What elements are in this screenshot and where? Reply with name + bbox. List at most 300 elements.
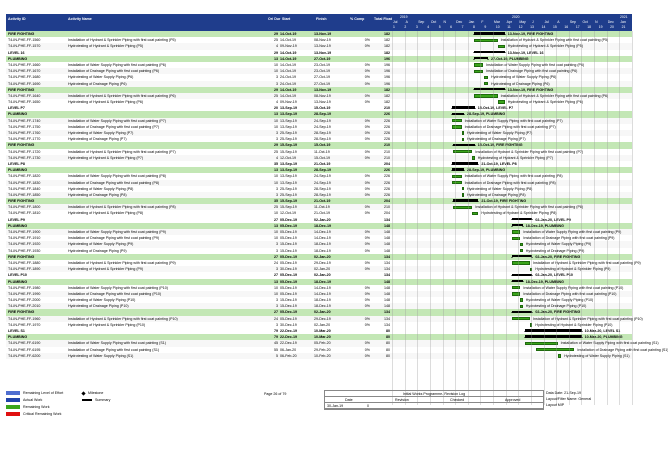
original-duration: 3	[276, 131, 278, 135]
start-date: 05-Dec-19	[280, 285, 297, 290]
bar-label: Hydrotesting of Water Supply Piping (P7)	[467, 131, 533, 135]
original-duration: 3	[276, 186, 278, 191]
finish-date: 21-Oct-19	[314, 161, 331, 166]
bar-label: 13-Nov-19, LEVEL 16	[507, 50, 544, 55]
activity-name: Hydrotesting of Water Supply Piping (P7)	[68, 131, 134, 135]
timeline-period: 4	[427, 25, 430, 29]
timeline-month: Sep	[418, 20, 425, 24]
original-duration: 29	[274, 143, 278, 148]
total-float: 226	[384, 131, 390, 135]
activity-id: FIRE FIGHTING	[8, 32, 35, 36]
finish-date: 18-Dec-19	[314, 223, 331, 228]
col-total-float[interactable]: Total Float	[374, 17, 392, 21]
finish-date: 10-Mar-20	[314, 335, 331, 340]
percent-complete: 0%	[364, 124, 370, 129]
task-bar[interactable]	[453, 150, 472, 153]
percent-complete: 0%	[364, 155, 370, 160]
activity-name: Hydrotesting of Hydrant & Sprinkler Piping (P7)	[68, 155, 144, 160]
timeline-period: 16	[564, 25, 569, 29]
activity-id: T4-IN-PHE-FF-6190	[8, 341, 41, 346]
activity-id: T4-IN-PHE-FF-1800	[8, 205, 41, 210]
activity-name: Hydrotesting of Drainage Piping (P7)	[68, 137, 127, 142]
start-date: 14-Oct-19	[280, 32, 297, 36]
total-float: 226	[384, 168, 390, 173]
bar-label: Hydrotesting of Water Supply Piping (P8)	[467, 186, 533, 191]
summary-bar[interactable]	[452, 162, 478, 164]
finish-date: 02-Jan-20	[314, 217, 331, 222]
start-date: 30-Dec-19	[280, 322, 297, 327]
task-bar[interactable]	[474, 94, 498, 97]
col-finish[interactable]: Finish	[316, 17, 327, 21]
timeline-period: 1	[393, 25, 395, 29]
task-bar[interactable]	[512, 286, 520, 289]
original-duration: 3	[276, 137, 278, 142]
activity-name: Installation of Drainage Piping with first coat painting (P9)	[68, 236, 160, 241]
summary-bar[interactable]	[453, 144, 475, 146]
summary-bar[interactable]	[525, 329, 581, 331]
total-float: 134	[384, 310, 390, 315]
activity-id: T4-IN-PHE-FF-1770	[8, 137, 41, 142]
timeline-month: N	[443, 20, 446, 24]
timeline-month: Apr	[506, 20, 512, 24]
start-date: 12-Oct-19	[280, 155, 296, 160]
start-date: 05-Dec-19	[280, 316, 297, 321]
finish-date: 21-Oct-19	[314, 199, 331, 204]
percent-complete: 0%	[364, 93, 370, 98]
legend-remaining-loe: Remaining Level of Effort	[6, 390, 206, 397]
gantt-gridline	[468, 31, 469, 405]
gantt-gridline	[632, 31, 633, 405]
activity-id: LEVEL P8	[8, 161, 25, 166]
bar-label: 28-Sep-19, PLUMBING	[467, 112, 506, 117]
activity-id: T4-IN-PHE-FF-1650	[8, 100, 41, 105]
total-float: 226	[384, 137, 390, 142]
bar-label: 28-Sep-19, PLUMBING	[467, 168, 506, 173]
total-float: 210	[384, 155, 390, 160]
original-duration: 10	[274, 174, 278, 179]
finish-date: 18-Dec-19	[314, 279, 331, 284]
finish-date: 15-Oct-19	[314, 106, 331, 111]
activity-name: Hydrotesting of Drainage Piping (P8)	[68, 192, 127, 197]
activity-id: T4-IN-PHE-FF-1570	[8, 44, 41, 49]
bar-label: Installation of Drainage Piping with first coat painting (S1)	[577, 347, 668, 352]
start-date: 13-Sep-19	[280, 168, 297, 173]
total-float: 210	[384, 143, 390, 148]
summary-bar[interactable]	[453, 199, 478, 201]
timeline-period: 8	[473, 25, 475, 29]
bar-label: 10-Mar-20, PLUMBING	[584, 335, 623, 340]
activity-name: Hydrotesting of Hydrant & Sprinkler Piping (P10)	[68, 322, 146, 327]
timeline-period: 6	[450, 25, 453, 29]
total-float: 204	[384, 211, 390, 216]
start-date: 06-Feb-20	[280, 353, 297, 358]
task-bar[interactable]	[512, 237, 520, 240]
start-date: 25-Sep-19	[280, 192, 297, 197]
total-float: 204	[384, 199, 390, 204]
start-date: 25-Sep-19	[280, 131, 297, 135]
col-start[interactable]: Start	[282, 17, 291, 21]
summary-bar[interactable]	[512, 218, 532, 220]
bar-label: Installation of Water Supply Piping with first coat painting (S1)	[560, 341, 659, 346]
timeline-month: Dec	[607, 20, 614, 24]
original-duration: 35	[274, 199, 278, 204]
task-bar[interactable]	[484, 76, 488, 79]
total-float: 226	[384, 186, 390, 191]
activity-name: Hydrotesting of Drainage Piping (P9)	[68, 248, 127, 253]
bar-label: 02-Jan-20, LEVEL P9	[535, 217, 571, 222]
activity-id: T4-IN-PHE-FF-1680	[8, 75, 41, 80]
start-date: 13-Sep-19	[280, 106, 297, 111]
original-duration: 10	[274, 291, 278, 296]
total-float: 148	[384, 230, 390, 234]
timeline-period: 5	[438, 25, 441, 29]
activity-id: LEVEL S1	[8, 329, 25, 333]
total-float: 80	[386, 353, 390, 358]
activity-name: Installation of Water Supply Piping with first coat painting (P7)	[68, 118, 166, 123]
activity-id: T4-IN-PHE-FF-1910	[8, 236, 41, 241]
task-bar[interactable]	[462, 187, 464, 190]
col-activity-name[interactable]: Activity Name	[68, 17, 92, 21]
percent-complete: 0%	[364, 149, 370, 154]
total-float: 196	[384, 75, 390, 80]
task-bar[interactable]	[558, 354, 562, 357]
original-duration: 3	[276, 267, 278, 272]
legend-summary: Summary	[82, 397, 110, 404]
percent-complete: 0%	[364, 230, 370, 234]
summary-bar[interactable]	[512, 311, 532, 313]
bar-label: Installation of Drainage Piping with first coat painting (P7)	[464, 124, 556, 129]
finish-date: 10-Feb-20	[314, 353, 331, 358]
activity-rows	[6, 31, 668, 359]
total-float: 148	[384, 223, 390, 228]
summary-bar[interactable]	[474, 51, 505, 53]
start-date: 09-Nov-19	[280, 44, 297, 49]
task-bar[interactable]	[520, 249, 522, 252]
percent-complete: 0%	[364, 180, 370, 185]
activity-id: T4-IN-PHE-FF-2010	[8, 304, 41, 309]
layout-name: Layout MIP	[546, 403, 565, 407]
timeline-period: 19	[598, 25, 603, 29]
original-duration: 13	[274, 56, 278, 61]
activity-id: PLUMBING	[8, 279, 28, 284]
bar-label: Hydrotesting of Hydrant & Sprinkler Piping (P8)	[481, 211, 557, 216]
finish-date: 10-Mar-20	[314, 329, 331, 333]
total-float: 148	[384, 285, 390, 290]
task-bar[interactable]	[452, 181, 462, 184]
revision-log-title: Initial Works Programme- Revision Log	[325, 391, 543, 397]
original-duration: 10	[274, 62, 278, 67]
gantt-gridline	[430, 31, 431, 405]
start-date: 14-Oct-19	[280, 50, 297, 55]
activity-name: Installation of Drainage Piping with first coat painting (P8)	[68, 180, 160, 185]
bar-label: Hydrotesting of Hydrant & Sprinkler Piping (P7)	[477, 155, 553, 160]
activity-id: PLUMBING	[8, 335, 28, 340]
task-bar[interactable]	[453, 206, 472, 209]
finish-date: 14-Dec-19	[314, 230, 331, 234]
task-bar[interactable]	[474, 63, 484, 66]
original-duration: 10	[274, 124, 278, 129]
col-orig-dur[interactable]: Ori Dur	[268, 17, 281, 21]
original-duration: 25	[274, 93, 278, 98]
total-float: 210	[384, 106, 390, 111]
activity-name: Installation of Water Supply Piping with first coat painting (S1)	[68, 341, 166, 346]
legend-critical-remaining: Critical Remaining Work	[6, 411, 206, 418]
total-float: 226	[384, 174, 390, 179]
task-bar[interactable]	[472, 212, 478, 215]
task-bar[interactable]	[462, 138, 464, 141]
original-duration: 25	[274, 149, 278, 154]
timeline-period: 18	[587, 25, 592, 29]
legend-milestone: Milestone	[82, 390, 110, 397]
total-float: 196	[384, 81, 390, 86]
original-duration: 13	[274, 168, 278, 173]
task-bar[interactable]	[452, 119, 462, 122]
activity-id: T4-IN-PHE-FF-6195	[8, 347, 41, 352]
finish-date: 27-Oct-19	[314, 75, 330, 80]
start-date: 15-Sep-19	[280, 143, 297, 148]
percent-complete: 0%	[364, 205, 370, 210]
start-date: 05-Dec-19	[280, 217, 297, 222]
gantt-cell	[392, 353, 632, 359]
bar-label: 27-Oct-19, PLUMBING	[491, 56, 529, 61]
activity-id: FIRE FIGHTING	[8, 254, 35, 259]
finish-date: 28-Sep-19	[314, 168, 331, 173]
task-bar[interactable]	[452, 125, 462, 128]
activity-id: T4-IN-PHE-FF-1640	[8, 93, 41, 98]
start-date: 05-Dec-19	[280, 279, 297, 284]
bar-label: Hydrotesting of Water Supply Piping (P6)	[491, 75, 557, 80]
activity-id: LEVEL P7	[8, 106, 25, 111]
summary-bar[interactable]	[474, 88, 505, 90]
task-bar[interactable]	[512, 230, 520, 233]
finish-date: 13-Nov-19	[314, 44, 331, 49]
finish-date: 02-Jan-20	[314, 310, 331, 315]
task-bar[interactable]	[498, 100, 505, 103]
start-date: 24-Oct-19	[280, 81, 296, 86]
start-date: 15-Dec-19	[280, 298, 297, 303]
original-duration: 3	[276, 298, 278, 303]
bar-label: 02-Jan-20, FIRE FIGHTING	[535, 310, 581, 315]
finish-date: 02-Jan-20	[314, 254, 331, 259]
activity-id: T4-IN-PHE-FF-1670	[8, 69, 41, 74]
percent-complete: 0%	[364, 62, 370, 67]
col-pct-comp[interactable]: % Comp	[350, 17, 365, 21]
gantt-gridline	[607, 31, 608, 405]
bar-label: 21-Oct-19, FIRE FIGHTING	[481, 199, 527, 204]
bar-label: 18-Dec-19, PLUMBING	[525, 223, 564, 228]
timeline-period: 20	[610, 25, 614, 29]
start-date: 13-Sep-19	[280, 174, 297, 179]
original-duration: 3	[276, 322, 278, 327]
finish-date: 28-Sep-19	[314, 131, 331, 135]
timeline-year: 2020	[512, 15, 520, 19]
summary-bar-icon	[82, 399, 92, 401]
activity-name: Hydrotesting of Drainage Piping (P10)	[68, 304, 129, 309]
percent-complete: 0%	[364, 75, 370, 80]
finish-date: 28-Sep-19	[314, 186, 331, 191]
original-duration: 10	[274, 69, 278, 74]
start-date: 14-Oct-19	[280, 69, 296, 74]
bar-label: 15-Oct-19, FIRE FIGHTING	[477, 143, 523, 148]
original-duration: 10	[274, 180, 278, 185]
original-duration: 27	[274, 310, 278, 315]
total-float: 226	[384, 180, 390, 185]
activity-id: T4-IN-PHE-FF-1920	[8, 242, 41, 247]
total-float: 182	[384, 44, 390, 49]
finish-date: 29-Dec-19	[314, 260, 331, 265]
original-duration: 27	[274, 217, 278, 222]
total-float: 226	[384, 118, 390, 123]
actual-work-swatch	[6, 398, 20, 401]
timeline-month: Jul	[544, 20, 549, 24]
gantt-gridline	[443, 31, 444, 405]
timeline-period: 11	[507, 25, 511, 29]
original-duration: 10	[274, 285, 278, 290]
bar-label: 15-Oct-19, LEVEL P7	[477, 106, 514, 111]
start-date: 15-Sep-19	[280, 205, 297, 210]
task-bar[interactable]	[484, 82, 488, 85]
report-footer	[6, 390, 632, 430]
revision-log-row: 30-Jan-19 0	[325, 403, 543, 409]
summary-bar[interactable]	[452, 168, 464, 170]
start-date: 14-Oct-19	[280, 93, 296, 98]
activity-name: Installation of Hydrant & Sprinkler Piping with first coat painting (P8)	[68, 205, 176, 210]
task-bar[interactable]	[520, 305, 522, 308]
finish-date: 02-Jan-20	[314, 267, 331, 272]
task-bar[interactable]	[462, 131, 464, 134]
timeline-period: 17	[575, 25, 580, 29]
timeline-month: J	[531, 20, 534, 24]
remaining-work-swatch	[6, 405, 20, 408]
start-date: 30-Dec-19	[280, 267, 297, 272]
total-float: 182	[384, 100, 390, 105]
activity-id: T4-IN-PHE-FF-1930	[8, 248, 41, 253]
original-duration: 10	[274, 211, 278, 216]
original-duration: 3	[276, 81, 278, 86]
total-float: 134	[384, 260, 390, 265]
activity-name: Installation of Hydrant & Sprinkler Piping with first coat painting (P7)	[68, 149, 176, 154]
percent-complete: 0%	[364, 298, 370, 303]
task-bar[interactable]	[472, 156, 474, 159]
timeline-period: 3	[415, 25, 418, 29]
total-float: 196	[384, 69, 390, 74]
timeline-month: Jan	[468, 20, 475, 24]
activity-id: T4-IN-PHE-FF-1560	[8, 38, 41, 43]
start-date: 14-Oct-19	[280, 56, 297, 61]
percent-complete: 0%	[364, 267, 370, 272]
percent-complete: 0%	[364, 260, 370, 265]
total-float: 80	[386, 347, 390, 352]
percent-complete: 0%	[364, 81, 370, 86]
task-bar[interactable]	[520, 243, 522, 246]
task-bar[interactable]	[512, 261, 530, 264]
task-bar[interactable]	[512, 317, 530, 320]
task-bar[interactable]	[452, 175, 462, 178]
percent-complete: 0%	[364, 38, 370, 43]
gantt-gridline	[581, 31, 582, 405]
start-date: 15-Dec-19	[280, 242, 297, 247]
activity-id: T4-IN-PHE-FF-6200	[8, 353, 41, 358]
percent-complete: 0%	[364, 44, 370, 49]
original-duration: 25	[274, 205, 278, 210]
percent-complete: 0%	[364, 100, 370, 105]
original-duration: 20	[274, 106, 278, 111]
original-duration: 29	[274, 32, 278, 36]
percent-complete: 0%	[364, 236, 370, 241]
timeline-period: 14	[541, 25, 546, 29]
activity-id: FIRE FIGHTING	[8, 310, 35, 315]
activity-row[interactable]	[6, 353, 632, 359]
activity-id: T4-IN-PHE-FF-1890	[8, 267, 41, 272]
start-date: 22-Dec-19	[280, 341, 297, 346]
col-activity-id[interactable]: Activity ID	[8, 17, 26, 21]
revision-log-header: Date Revision Checked Approved	[325, 397, 543, 403]
start-date: 24-Oct-19	[280, 75, 296, 80]
total-float: 226	[384, 192, 390, 197]
total-float: 134	[384, 217, 390, 222]
timeline-period: 12	[518, 25, 523, 29]
total-float: 80	[386, 335, 390, 340]
bar-label: Hydrotesting of Hydrant & Sprinkler Piping (P6)	[507, 100, 583, 105]
activity-name: Hydrotesting of Water Supply Piping (S1)	[68, 353, 134, 358]
activity-id: FIRE FIGHTING	[8, 87, 35, 92]
bar-label: 10-Mar-20, LEVEL S1	[584, 329, 621, 333]
gantt-gridline	[480, 31, 481, 405]
total-float: 134	[384, 322, 390, 327]
activity-name: Hydrotesting of Hydrant & Sprinkler Piping (P6)	[68, 100, 144, 105]
original-duration: 13	[274, 112, 278, 117]
start-date: 15-Sep-19	[280, 199, 297, 204]
activity-id: T4-IN-PHE-FF-1970	[8, 322, 41, 327]
summary-bar[interactable]	[512, 255, 532, 257]
finish-date: 02-Jan-20	[314, 273, 331, 278]
task-bar[interactable]	[520, 298, 522, 301]
original-duration: 3	[276, 304, 278, 309]
original-duration: 10	[274, 230, 278, 234]
total-float: 148	[384, 304, 390, 309]
finish-date: 23-Oct-19	[314, 62, 330, 67]
activity-id: T4-IN-PHE-FF-2000	[8, 298, 41, 303]
task-bar[interactable]	[462, 193, 464, 196]
activity-name: Installation of Drainage Piping with first coat painting (P10)	[68, 291, 162, 296]
total-float: 226	[384, 112, 390, 117]
timeline-period: 7	[461, 25, 464, 29]
total-float: 148	[384, 248, 390, 253]
total-float: 148	[384, 242, 390, 247]
gantt-gridline	[518, 31, 519, 405]
summary-bar[interactable]	[474, 32, 505, 34]
original-duration: 3	[276, 248, 278, 253]
original-duration: 29	[274, 87, 278, 92]
start-date: 05-Dec-19	[280, 230, 297, 234]
task-bar[interactable]	[474, 39, 498, 42]
bar-label: 13-Nov-19, FIRE FIGHTING	[507, 32, 554, 36]
summary-bar[interactable]	[452, 113, 464, 115]
summary-bar[interactable]	[525, 335, 581, 337]
bar-label: Installation of Drainage Piping with first coat painting (P6)	[486, 69, 578, 74]
task-bar[interactable]	[474, 70, 484, 73]
original-duration: 27	[274, 273, 278, 278]
task-bar[interactable]	[498, 45, 505, 48]
total-float: 226	[384, 124, 390, 129]
percent-complete: 0%	[364, 285, 370, 290]
bar-label: Hydrotesting of Hydrant & Sprinkler Piping (P9)	[535, 267, 611, 272]
start-date: 14-Oct-19	[280, 62, 296, 67]
task-bar[interactable]	[512, 292, 520, 295]
summary-bar[interactable]	[512, 274, 532, 276]
percent-complete: 0%	[364, 69, 370, 74]
original-duration: 35	[274, 161, 278, 166]
